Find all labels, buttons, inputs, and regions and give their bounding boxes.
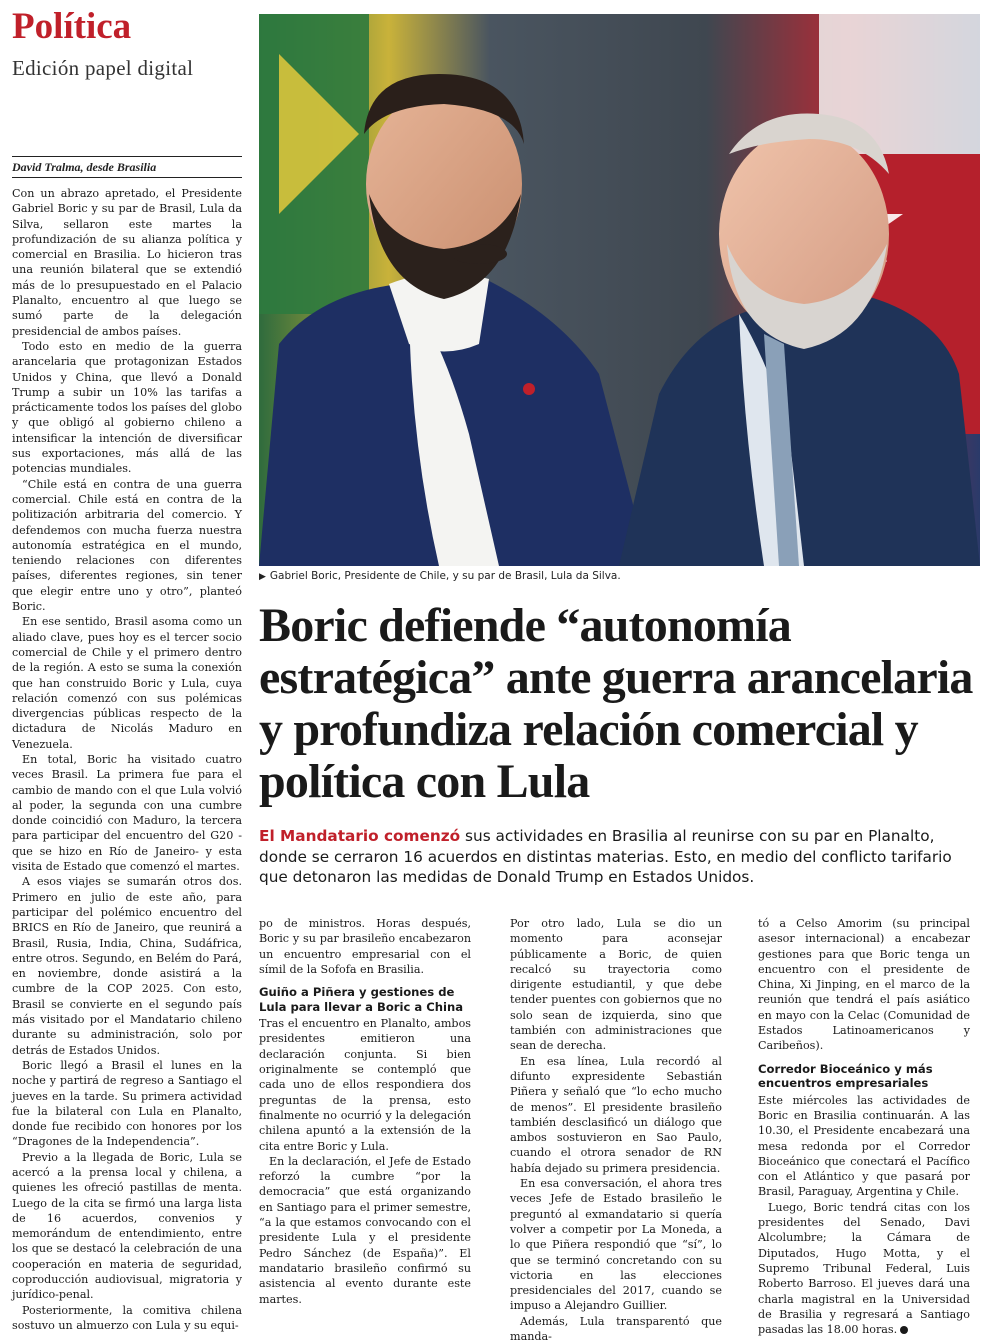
photo-caption bbox=[259, 570, 980, 582]
paragraph: “Chile está en contra de una guerra comercial. Chile está en contra de la politización arbitraria del comercio. Y defendemos con mucha fuerza nuestra autonomía estratégica en el mundo, teniendo relaciones con diferentes países, diferentes regiones, sin tener que elegir entre uno y otro”, planteó Boric. bbox=[12, 477, 242, 614]
deck bbox=[259, 826, 979, 888]
paragraph: Posteriormente, la comitiva chilena sostuvo un almuerzo con Lula y su equi- bbox=[12, 1303, 242, 1332]
paragraph: Por otro lado, Lula se dio un momento para aconsejar públicamente a Boric, de quien recalcó su trayectoria como dirigente estudiantil, y que debe tender puentes con gobiernos que no solo sean de izquierda, sino que también con administraciones que sean de derecha. bbox=[510, 917, 722, 1053]
byline-rule-top bbox=[12, 156, 242, 157]
paragraph-text: Luego, Boric tendrá citas con los presidentes del Senado, Davi Alcolumbre; la Cámara de Diputados, Hugo Motta, y el Supremo Tribunal Federal, Luis Roberto Barroso. El jueves dará una charla magistral en la Universidad de Brasilia y regresará a Santiago pasadas las 18.00 horas. bbox=[758, 1200, 970, 1337]
headline: Boric defiende “autonomía estratégica” ante guerra arancelaria y profundiza relación comercial y política con Lula bbox=[259, 599, 973, 808]
article-column-4 bbox=[758, 916, 970, 1337]
paragraph: Todo esto en medio de la guerra arancelaria que protagonizan Estados Unidos y China, que llevó a Donald Trump a subir un 10% las tarifas a prácticamente todos los países del globo y que obligó al gobierno chileno a intensificar la intención de diversificar sus exportaciones, más allá de las potencias mundiales. bbox=[12, 339, 242, 476]
paragraph: En total, Boric ha visitado cuatro veces Brasil. La primera fue para el cambio de mando con el que Lula volvió al poder, la segunda con una cumbre donde coincidió con Maduro, la tercera para participar del encuentro del G20 -que se hizo en Río de Janeiro- y esta visita de Estado que comenzó el martes. bbox=[12, 752, 242, 874]
paragraph: Con un abrazo apretado, el Presidente Gabriel Boric y su par de Brasil, Lula da Silva, sellaron este martes la profundización de su alianza política y comercial en Brasilia. Lo hicieron tras una reunión bilateral que se extendió más de lo presupuestado en el Palacio Planalto, encuentro al que luego se sumó parte de la delegación presidencial de ambos países. bbox=[12, 187, 242, 338]
paragraph bbox=[758, 1200, 970, 1338]
edition-label: Edición papel digital bbox=[12, 56, 194, 80]
paragraph: Este miércoles las actividades de Boric en Brasilia continuarán. A las 10.30, el Presidente encabezará una mesa redonda por el Corredor Bioceánico que conectará el Pacífico con el Atlántico y que pasará por Brasil, Paraguay, Argentina y Chile. bbox=[758, 1093, 970, 1199]
paragraph: Tras el encuentro en Planalto, ambos presidentes emitieron una declaración conjunta. Si bien originalmente se contempló que cada uno de ellos respondiera dos preguntas de la prensa, esto finalmente no ocurrió y la delegación chilena apuntó a la extensión de la cita entre Boric y Lula. bbox=[259, 1017, 471, 1153]
article-column-3 bbox=[510, 916, 722, 1344]
paragraph: A esos viajes se sumarán otros dos. Primero en julio de este año, para participar del polémico encuentro del BRICS en Río de Janeiro, que reunirá a Brasil, Rusia, India, China, Sudáfrica, entre otros. Segundo, en Belém do Pará, en noviembre, donde asistirá a la cumbre de la COP 2025. Con esto, Brasil se convierte en el segundo país más visitado por el Mandatario chileno durante su administración, solo por detrás de Estados Unidos. bbox=[12, 875, 242, 1057]
left-column bbox=[12, 186, 242, 1333]
caption-arrow-icon: ▶ bbox=[259, 572, 266, 582]
paragraph: Previo a la llegada de Boric, Lula se acercó a la prensa local y chilena, a quienes les ofreció pastillas de menta. Luego de la cita se firmó una larga lista de 16 acuerdos, convenios y memorándum de entendimiento, entre los que se destacó la celebración de una cooperación en materia de seguridad, coproducción audiovisual, migratoria y jurídico-penal. bbox=[12, 1150, 242, 1302]
paragraph: po de ministros. Horas después, Boric y su par brasileño encabezaron un encuentro empresarial con el símil de la Sofofa en Brasilia. bbox=[259, 917, 471, 976]
paragraph: En esa conversación, el ahora tres veces Jefe de Estado brasileño le preguntó al exmandatario si quería volver a competir por La Moneda, a lo que Piñera respondió que “sí”, lo que se terminó concretando con su victoria en las elecciones presidenciales del 2017, cuando se impuso a Alejandro Guillier. bbox=[510, 1177, 722, 1313]
deck-text: sus actividades en Brasilia al reunirse con su par en Planalto, donde se cerraron 16 acuerdos en distintas materias. Esto, en medio del conflicto tarifario que detonaron las medidas de Donald Trump en Estados Unidos. bbox=[259, 827, 952, 886]
lead-photo bbox=[259, 14, 980, 566]
end-mark-icon bbox=[900, 1326, 908, 1334]
article-column-2 bbox=[259, 916, 471, 1307]
subhead: Guiño a Piñera y gestiones de Lula para llevar a Boric a China bbox=[259, 985, 464, 1014]
byline-rule-bottom bbox=[12, 177, 242, 178]
photo-illustration bbox=[259, 14, 980, 566]
section-title: Política bbox=[12, 6, 132, 47]
paragraph: Además, Lula transparentó que manda- bbox=[510, 1314, 722, 1344]
byline: David Tralma, desde Brasilia bbox=[12, 160, 157, 174]
paragraph: Boric llegó a Brasil el lunes en la noche y partirá de regreso a Santiago el jueves en la tarde. Su primera actividad fue la bilateral con Lula en Planalto, donde fue recibido con honores por los “Dragones de la Independencia”. bbox=[12, 1058, 242, 1149]
paragraph: tó a Celso Amorim (su principal asesor internacional) a encabezar gestiones para que Boric tenga un encuentro con el presidente de China, Xi Jinping, en el marco de la reunión que tendrá el país asiático en mayo con la Celac (Comunidad de Estados Latinoamericanos y Caribeños). bbox=[758, 917, 970, 1053]
paragraph: En esa línea, Lula recordó al difunto expresidente Sebastián Piñera y señaló que “lo echo mucho de menos”. El presidente brasileño también desclasificó un diálogo que ambos sostuvieron en Sao Paulo, cuando el otrora senador de RN había dejado su primera presidencia. bbox=[510, 1054, 722, 1175]
subhead: Corredor Bioceánico y más encuentros empresariales bbox=[758, 1061, 933, 1091]
deck-lead: El Mandatario comenzó bbox=[259, 827, 461, 845]
caption-text: Gabriel Boric, Presidente de Chile, y su par de Brasil, Lula da Silva. bbox=[269, 570, 621, 582]
paragraph: En ese sentido, Brasil asoma como un aliado clave, pues hoy es el tercer socio comercial de Chile y el primero dentro de la región. A esto se suma la conexión que han construido Boric y Lula, cuya relación comenzó con sus polémicas divergencias públicas respecto de la dictadura de Nicolás Maduro en Venezuela. bbox=[12, 615, 242, 751]
paragraph: En la declaración, el Jefe de Estado reforzó la cumbre “por la democracia” que está organizando en Santiago para el primer semestre, “a la que estamos convocando con el presidente Lula y el presidente Pedro Sánchez (de España)”. El mandatario brasileño confirmó su asistencia al evento durante este martes. bbox=[259, 1154, 471, 1306]
